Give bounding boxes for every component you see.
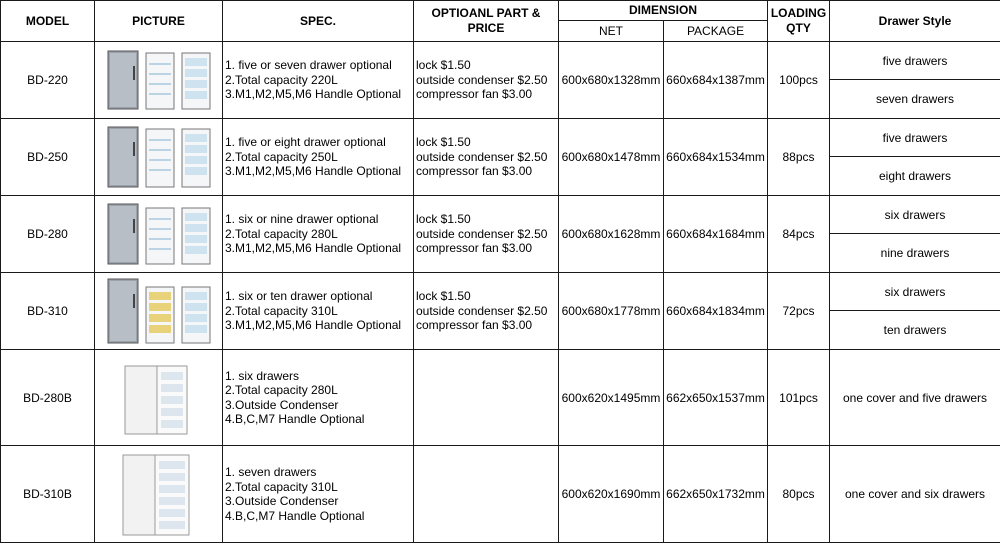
- drawer-style-cell: seven drawers: [830, 80, 1000, 119]
- drawer-style-cell: six drawers: [830, 273, 1000, 311]
- header-dimension: DIMENSION: [559, 1, 768, 21]
- drawer-style-cell: eight drawers: [830, 157, 1000, 196]
- freezer-closed-image: [107, 50, 139, 110]
- optional-line: compressor fan $3.00: [416, 318, 533, 333]
- freezer-closed-image: [107, 126, 139, 188]
- freezer-picture: [95, 196, 223, 273]
- freezer-picture: [95, 446, 223, 543]
- optional-cell: [414, 196, 559, 273]
- header-loading-qty: [768, 1, 830, 42]
- spec-line: 3.Outside Condenser: [225, 494, 339, 508]
- table-row: [1, 446, 1000, 543]
- model-cell: BD-250: [1, 119, 95, 196]
- table-row: [1, 119, 1000, 157]
- spec-line: 2.Total capacity 310L: [225, 303, 338, 318]
- spec-line: 1. six or ten drawer optional: [225, 289, 373, 304]
- model-cell: BD-310B: [1, 446, 95, 543]
- loading-qty-cell: 72pcs: [768, 273, 830, 350]
- table-row: [1, 350, 1000, 446]
- spec-line: 1. five or seven drawer optional: [225, 58, 392, 73]
- package-dimension-cell: 662x650x1537mm: [664, 350, 768, 446]
- optional-cell-empty: [414, 446, 559, 543]
- header-optional-line-1: OPTIOANL PART &: [431, 6, 541, 20]
- net-dimension-cell: 600x620x1495mm: [559, 350, 664, 446]
- header-loading-line-1: LOADING: [770, 6, 827, 20]
- header-package: PACKAGE: [664, 21, 768, 42]
- net-dimension-cell: 600x680x1778mm: [559, 273, 664, 350]
- freezer-drawers-image: [181, 52, 211, 110]
- model-cell: BD-280: [1, 196, 95, 273]
- optional-line: compressor fan $3.00: [416, 241, 533, 256]
- optional-line: outside condenser $2.50: [416, 149, 548, 164]
- spec-cell: [223, 42, 414, 119]
- spec-line: 1. five or eight drawer optional: [225, 135, 386, 150]
- header-drawer-style: Drawer Style: [830, 1, 1000, 42]
- drawer-style-cell: nine drawers: [830, 234, 1000, 273]
- spec-cell: [223, 119, 414, 196]
- table-row: [1, 273, 1000, 311]
- header-picture: PICTURE: [95, 1, 223, 42]
- loading-qty-cell: 88pcs: [768, 119, 830, 196]
- spec-line: 2.Total capacity 280L: [225, 226, 338, 241]
- package-dimension-cell: 660x684x1684mm: [664, 196, 768, 273]
- header-spec: SPEC.: [223, 1, 414, 42]
- freezer-drawers-image: [181, 128, 211, 188]
- net-dimension-cell: 600x680x1478mm: [559, 119, 664, 196]
- drawer-style-cell: ten drawers: [830, 311, 1000, 350]
- optional-cell: [414, 119, 559, 196]
- model-cell: BD-220: [1, 42, 95, 119]
- spec-line: 2.Total capacity 250L: [225, 149, 338, 164]
- spec-line: 4.B,C,M7 Handle Optional: [225, 412, 365, 426]
- freezer-closed-image: [107, 278, 139, 344]
- freezer-open-image: [145, 128, 175, 188]
- drawer-style-cell: five drawers: [830, 42, 1000, 80]
- loading-qty-cell: 80pcs: [768, 446, 830, 543]
- spec-line: 1. seven drawers: [225, 465, 317, 479]
- optional-cell-empty: [414, 350, 559, 446]
- freezer-picture: [95, 42, 223, 119]
- freezer-drawers-image: [181, 286, 211, 344]
- optional-line: compressor fan $3.00: [416, 87, 533, 102]
- drawer-style-cell: five drawers: [830, 119, 1000, 157]
- freezer-drawers-image: [181, 207, 211, 265]
- drawer-style-cell: one cover and six drawers: [830, 446, 1000, 543]
- model-cell: BD-310: [1, 273, 95, 350]
- white-freezer-open-image: [123, 360, 195, 436]
- drawer-style-cell: six drawers: [830, 196, 1000, 234]
- spec-line: 3.M1,M2,M5,M6 Handle Optional: [225, 87, 402, 102]
- header-model: MODEL: [1, 1, 95, 42]
- optional-line: lock $1.50: [416, 58, 471, 73]
- freezer-picture: [95, 350, 223, 446]
- header-net: NET: [559, 21, 664, 42]
- loading-qty-cell: 84pcs: [768, 196, 830, 273]
- spec-cell: [223, 446, 414, 543]
- spec-line: 1. six drawers: [225, 368, 300, 383]
- spec-cell: [223, 196, 414, 273]
- loading-qty-cell: 101pcs: [768, 350, 830, 446]
- optional-cell: [414, 273, 559, 350]
- package-dimension-cell: 660x684x1834mm: [664, 273, 768, 350]
- freezer-picture: [95, 119, 223, 196]
- optional-line: outside condenser $2.50: [416, 303, 548, 318]
- header-optional-line-2: PRICE: [467, 21, 505, 35]
- spec-line: 3.M1,M2,M5,M6 Handle Optional: [225, 318, 402, 333]
- header-loading-line-2: QTY: [786, 21, 811, 35]
- table-row: [1, 42, 1000, 80]
- spec-line: 4.B,C,M7 Handle Optional: [225, 508, 365, 523]
- spec-cell: [223, 273, 414, 350]
- drawer-style-cell: one cover and five drawers: [830, 350, 1000, 446]
- optional-line: lock $1.50: [416, 212, 471, 227]
- net-dimension-cell: 600x680x1328mm: [559, 42, 664, 119]
- spec-line: 3.Outside Condenser: [225, 397, 339, 412]
- package-dimension-cell: 660x684x1387mm: [664, 42, 768, 119]
- optional-line: lock $1.50: [416, 135, 471, 150]
- header-optional-part-price: [414, 1, 559, 42]
- freezer-open-image: [145, 207, 175, 265]
- optional-cell: [414, 42, 559, 119]
- spec-line: 3.M1,M2,M5,M6 Handle Optional: [225, 164, 402, 179]
- net-dimension-cell: 600x620x1690mm: [559, 446, 664, 543]
- white-freezer-open-image: [121, 451, 197, 537]
- freezer-open-filled-image: [145, 286, 175, 344]
- net-dimension-cell: 600x680x1628mm: [559, 196, 664, 273]
- spec-line: 2.Total capacity 280L: [225, 383, 338, 397]
- freezer-picture: [95, 273, 223, 350]
- freezer-closed-image: [107, 203, 139, 265]
- optional-line: lock $1.50: [416, 289, 471, 304]
- optional-line: outside condenser $2.50: [416, 226, 548, 241]
- package-dimension-cell: 660x684x1534mm: [664, 119, 768, 196]
- loading-qty-cell: 100pcs: [768, 42, 830, 119]
- optional-line: outside condenser $2.50: [416, 72, 548, 87]
- table-row: [1, 196, 1000, 234]
- package-dimension-cell: 662x650x1732mm: [664, 446, 768, 543]
- spec-line: 2.Total capacity 310L: [225, 479, 338, 494]
- spec-cell: [223, 350, 414, 446]
- model-cell: BD-280B: [1, 350, 95, 446]
- freezer-open-image: [145, 52, 175, 110]
- spec-line: 2.Total capacity 220L: [225, 72, 338, 87]
- spec-line: 1. six or nine drawer optional: [225, 212, 379, 227]
- spec-line: 3.M1,M2,M5,M6 Handle Optional: [225, 241, 402, 256]
- optional-line: compressor fan $3.00: [416, 164, 533, 179]
